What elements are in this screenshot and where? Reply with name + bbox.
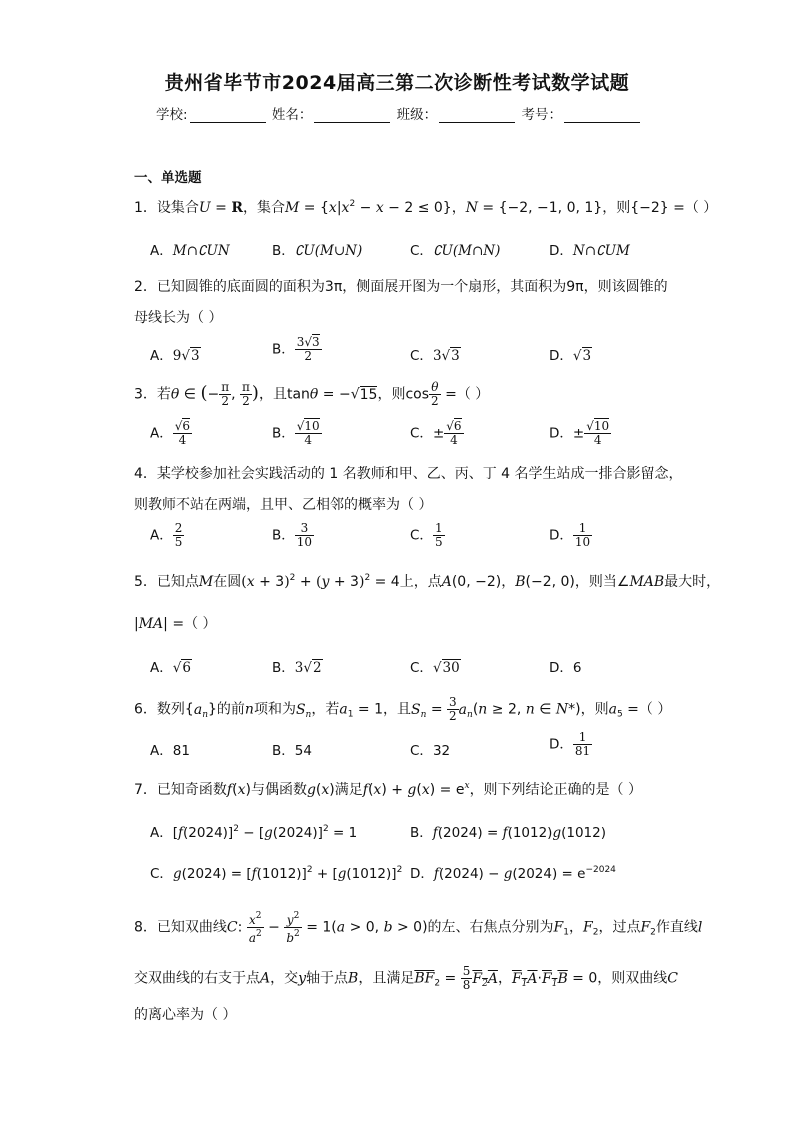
option-letter: C． [410,660,433,676]
fraction-denominator: 10 [574,535,591,549]
fraction-numerator: 1 [573,522,592,536]
option-a[interactable]: A．$[f(2024)]^2 - [g(2024)]^2 = 1$ [150,824,358,841]
option-b[interactable]: B．f(2024) = f(1012)g(1012) [410,825,606,841]
option-d[interactable]: D．√3 [549,348,592,364]
option-d[interactable] [549,731,592,758]
option-letter: B． [272,425,295,442]
option-a[interactable] [150,522,184,549]
fraction-numerator: 1 [434,521,443,535]
question-8: 8．已知双曲线C: $\frac{x^2}{a^2}$ − $\frac{y^2}{b^2}$ = 1(a > 0, b > 0)的左、右焦点分别为$F_1$，$F_2$，过点$F_2$作直线l [134,911,703,945]
option-letter: A． [150,825,173,841]
question-number: 3． [134,386,157,403]
name-label: 姓名： [271,107,313,123]
question-5: 5．已知点M在圆$(x + 3)^2 + (y + 3)^2 = 4$上，点A(0, −2)，B(−2, 0)，则当∠MAB最大时， [134,573,721,590]
option-letter: D． [549,425,573,442]
fraction-denominator: 5 [434,535,443,549]
question-number: 6． [134,701,157,718]
option-letter: C． [410,243,433,259]
option-a[interactable]: A．9√3 [150,348,200,364]
option-letter: A． [150,348,173,364]
option-text: 54 [294,743,312,759]
option-letter: B． [272,660,295,676]
option-text: 81 [172,743,190,759]
question-text: 已知圆锥的底面圆的面积为3π，侧面展开图为一个扇形，其面积为9π，则该圆锥的 [156,279,668,295]
option-letter: B． [272,527,295,544]
option-d[interactable]: D．$f(2024) - g(2024) = e^{-2024}$ [410,865,616,882]
fraction-denominator: 5 [174,535,183,549]
question-8-cont2: 的离心率为（ ） [134,1007,237,1023]
option-letter: C． [410,743,433,759]
option-letter: D． [549,660,573,676]
option-b[interactable]: B．3√2 [272,660,322,676]
option-d[interactable] [549,522,592,549]
option-c[interactable]: C．± $\frac{√6}{4}$ [410,419,462,447]
option-letter: A． [150,743,173,759]
option-letter: A． [150,425,173,442]
question-8-cont: 交双曲线的右支于点A，交y轴于点B，且满足$\overline{BF}_2$ = $\frac{5}{8}$ $F_2A$，$F_1A\cdot F_1B = 0$，则双曲线C [134,964,678,992]
fraction-numerator: 1 [573,731,592,745]
option-letter: A． [150,527,173,544]
option-letter: C． [150,866,173,882]
option-a[interactable] [150,739,190,759]
class-label: 班级： [396,107,438,123]
option-letter: A． [150,660,173,676]
option-a[interactable] [150,239,230,259]
page-title: 贵州省毕节市2024届高三第二次诊断性考试数学试题 [164,72,630,94]
option-d[interactable] [549,239,630,259]
question-7: 7．已知奇函数f(x)与偶函数g(x)满足$f(x) + g(x) = e^x$，则下列结论正确的是（ ） [134,781,643,798]
option-a[interactable]: A． $\frac{√6}{4}$ [150,419,191,447]
class-blank[interactable] [439,107,515,123]
option-c[interactable] [410,522,445,549]
option-c[interactable]: C．3√3 [410,348,460,364]
option-b[interactable]: B． $\frac{√10}{4}$ [272,419,320,447]
question-2-cont: 母线长为（ ） [134,310,223,326]
number-blank[interactable] [564,107,640,123]
option-text: 6 [572,660,582,676]
number-label: 考号： [521,107,562,123]
option-text: 32 [432,743,451,759]
question-number: 5． [134,574,157,590]
question-number: 8． [134,919,157,936]
option-b[interactable] [272,522,314,549]
option-c[interactable]: C．$g(2024) = [f(1012)]^2 + [g(1012)]^2$ [150,865,403,882]
student-info-line [0,103,794,123]
fraction-numerator: 2 [174,521,183,535]
question-text: 某学校参加社会实践活动的 1 名教师和甲、乙、丙、丁 4 名学生站成一排合影留念， [156,466,683,482]
option-letter: D． [549,348,573,364]
school-label: 学校: [156,107,188,123]
option-d[interactable]: D．± $\frac{√10}{4}$ [549,419,610,447]
option-a[interactable]: A．√6 [150,660,191,676]
option-letter: C． [410,425,433,442]
question-1: 1．设集合U = R，集合$M = \{x|x^2 - x - 2 \le 0\}$，N = {−2, −1, 0, 1}，则{−2} =（ ） [134,199,718,216]
question-2 [134,276,668,296]
question-4 [134,463,683,483]
fraction-denominator: 10 [296,535,313,549]
option-text: M∩∁UN [172,243,230,259]
question-number: 7． [134,782,157,798]
option-letter: C． [410,348,433,364]
fraction-denominator: 81 [574,744,591,758]
option-c[interactable]: C．√30 [410,660,460,676]
question-6: 6．数列$\{a_n\}$的前n项和为$S_n$，若$a_1 = 1$，且$S_n$ = $\frac{3}{2}$ $a_n(n \ge 2$, n ∈ N*)，则$a_5$ =（ ） [134,695,672,723]
question-3: 3．若θ ∈ (− $\frac{\pi}{2}$ , $\frac{\pi}{2}$ )，且tanθ = −√15，则cos $\frac{\theta}{2}$ =（ ） [134,380,490,408]
option-letter: B． [272,743,295,759]
option-letter: B． [272,243,295,259]
school-blank[interactable] [190,107,266,123]
question-5-cont: |MA| =（ ） [134,616,217,632]
name-blank[interactable] [314,107,390,123]
option-c[interactable] [410,739,450,759]
option-b[interactable]: B． $\frac{3√3}{2}$ [272,335,320,363]
question-4-cont: 则教师不站在两端，且甲、乙相邻的概率为（ ） [134,497,433,513]
question-number: 1． [134,200,157,216]
option-c[interactable] [410,239,500,259]
option-d[interactable] [549,656,582,676]
question-number: 4． [134,466,157,482]
option-letter: B． [410,825,433,841]
option-b[interactable] [272,239,362,259]
option-letter: A． [150,243,173,259]
option-b[interactable] [272,739,312,759]
question-number: 2． [134,279,157,295]
option-text: ∁U(M∪N) [294,243,363,259]
section-heading: 一、单选题 [134,170,202,186]
option-text: N∩∁UM [572,243,630,259]
fraction-numerator: 3 [295,522,314,536]
option-text: ∁U(M∩N) [432,243,501,259]
option-letter: D． [549,736,573,753]
option-letter: D． [549,527,573,544]
option-letter: D． [410,866,434,882]
option-letter: D． [549,243,573,259]
option-letter: C． [410,527,433,544]
option-letter: B． [272,341,295,358]
